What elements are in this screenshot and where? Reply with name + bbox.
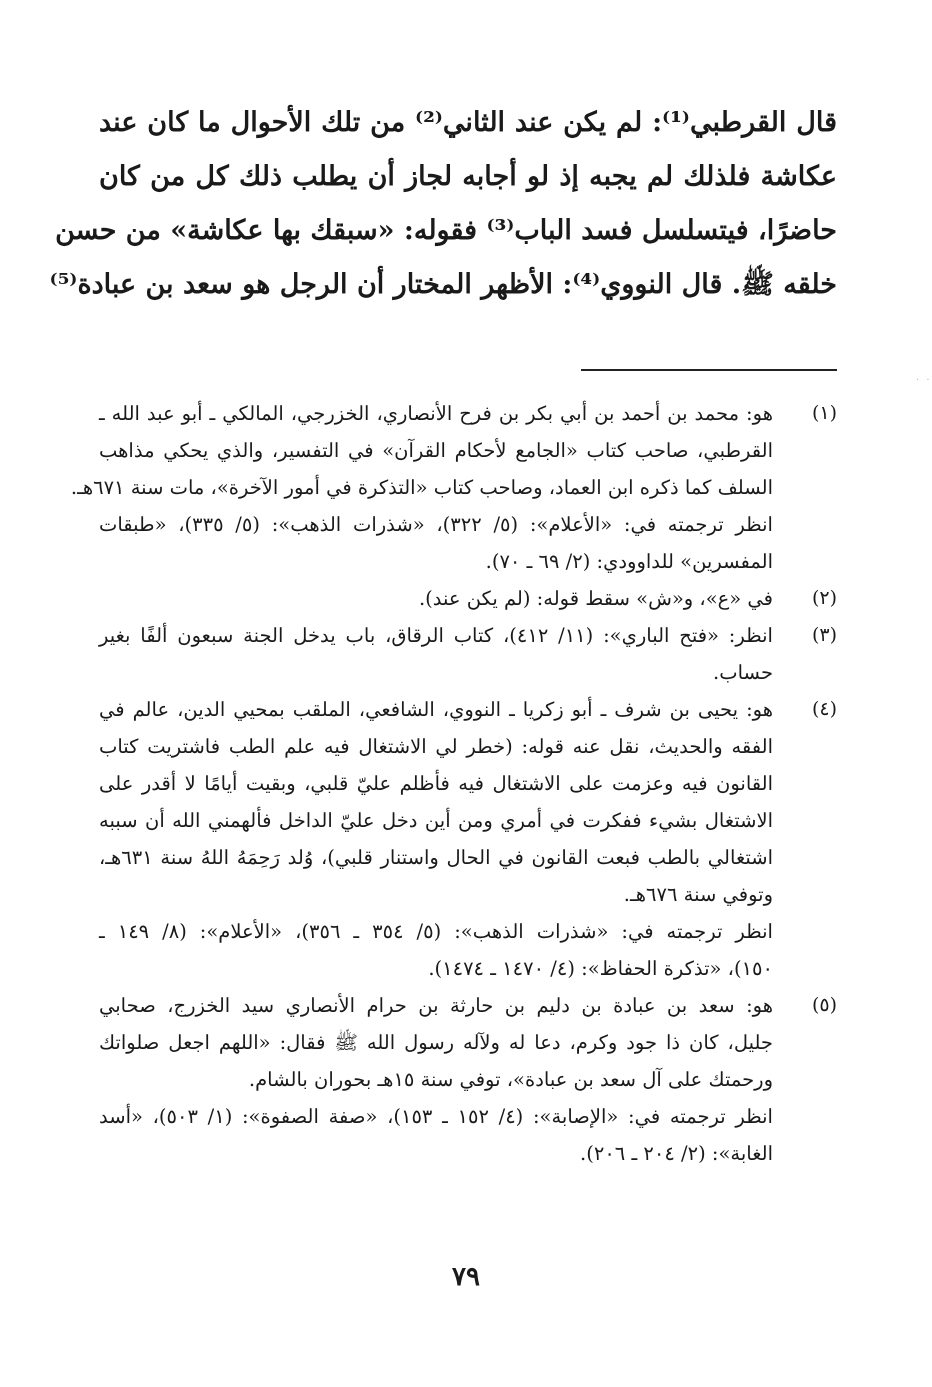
footnote-line: انظر ترجمته في: «الإصابة»: (٤/ ١٥٢ ـ ١٥٣)، «صفة الصفوة»: (١/ ٥٠٣)، «أسد — [99, 1105, 773, 1128]
footnotes-section — [70, 395, 837, 1172]
footnote-1 — [70, 395, 837, 580]
main-text-line: خلقه ﷺ. قال النووي⁽⁴⁾: الأظهر المختار أن الرجل هو سعد بن عبادة⁽⁵⁾ — [49, 269, 837, 300]
footnote-line: السلف كما ذكره ابن العماد، وصاحب كتاب «التذكرة في أمور الآخرة»، مات سنة ٦٧١هـ. — [70, 476, 773, 499]
footnote-3 — [99, 617, 837, 691]
footnote-number: (٢) — [811, 587, 837, 609]
footnote-line: ورحمتك على آل سعد بن عبادة»، توفي سنة ١٥هـ بحوران بالشام. — [248, 1068, 773, 1091]
footnote-number: (٣) — [811, 624, 837, 646]
page-number: ٧٩ — [452, 1262, 480, 1292]
footnote-line: هو: سعد بن عبادة بن دليم بن حارثة بن حرام الأنصاري سيد الخزرج، صحابي — [99, 994, 773, 1017]
footnote-line: القانون فيه وعزمت على الاشتغال فيه فأظلم عليّ قلبي، وبقيت أيامًا لا أقدر على — [99, 772, 773, 795]
footnote-line: الغابة»: (٢/ ٢٠٤ ـ ٢٠٦). — [580, 1142, 773, 1165]
footnote-5 — [99, 987, 837, 1172]
footnote-line: انظر ترجمته في: «الأعلام»: (٥/ ٣٢٢)، «شذرات الذهب»: (٥/ ٣٣٥)، «طبقات — [99, 513, 773, 536]
footnote-line: ١٥٠)، «تذكرة الحفاظ»: (٤/ ١٤٧٠ ـ ١٤٧٤). — [428, 957, 773, 980]
footnote-separator-rule — [581, 369, 837, 371]
margin-dots: · · — [916, 375, 932, 386]
footnote-line: هو: محمد بن أحمد بن أبي بكر بن فرح الأنصاري، الخزرجي، المالكي ـ أبو عبد الله ـ — [99, 402, 773, 425]
footnote-number: (١) — [811, 402, 837, 424]
footnote-line: جليل، كان ذا جود وكرم، دعا له ولآله رسول الله ﷺ فقال: «اللهم اجعل صلواتك — [99, 1031, 773, 1054]
footnote-number: (٥) — [811, 994, 837, 1016]
footnote-line: القرطبي، صاحب كتاب «الجامع لأحكام القرآن» في التفسير، والذي يحكي مذاهب — [99, 439, 773, 462]
footnote-line: اشتغالي بالطب فبعت القانون في الحال واستنار قلبي)، وُلد رَحِمَهُ اللهُ سنة ٦٣١هـ، — [99, 846, 773, 869]
footnote-line: هو: يحيى بن شرف ـ أبو زكريا ـ النووي، الشافعي، الملقب بمحيي الدين، عالم في — [99, 698, 773, 721]
footnote-line: حساب. — [713, 661, 773, 684]
footnote-line: الاشتغال بشيء ففكرت في أمري ومن أين دخل عليّ الداخل فألهمني الله أن سببه — [99, 809, 773, 832]
footnote-line: في «ع»، و«ش» سقط قوله: (لم يكن عند). — [418, 587, 773, 610]
footnote-line: وتوفي سنة ٦٧٦هـ. — [623, 883, 773, 906]
footnote-4 — [99, 691, 837, 987]
main-text-line: قال القرطبي⁽¹⁾: لم يكن عند الثاني⁽²⁾ من تلك الأحوال ما كان عند — [99, 107, 837, 138]
main-text-block — [49, 96, 837, 312]
footnote-line: المفسرين» للداوودي: (٢/ ٦٩ ـ ٧٠). — [485, 550, 773, 573]
footnote-line: انظر: «فتح الباري»: (١١/ ٤١٢)، كتاب الرقاق، باب يدخل الجنة سبعون ألفًا بغير — [99, 624, 773, 647]
footnote-number: (٤) — [811, 698, 837, 720]
footnote-2 — [99, 580, 837, 617]
main-text-line: عكاشة فلذلك لم يجبه إذ لو أجابه لجاز أن يطلب ذلك كل من كان — [99, 161, 837, 192]
main-text-line: حاضرًا، فيتسلسل فسد الباب⁽³⁾ فقوله: «سبقك بها عكاشة» من حسن — [55, 215, 837, 246]
footnote-line: الفقه والحديث، نقل عنه قوله: (خطر لي الاشتغال فيه علم الطب فاشتريت كتاب — [99, 735, 773, 758]
footnote-line: انظر ترجمته في: «شذرات الذهب»: (٥/ ٣٥٤ ـ ٣٥٦)، «الأعلام»: (٨/ ١٤٩ ـ — [99, 920, 773, 943]
